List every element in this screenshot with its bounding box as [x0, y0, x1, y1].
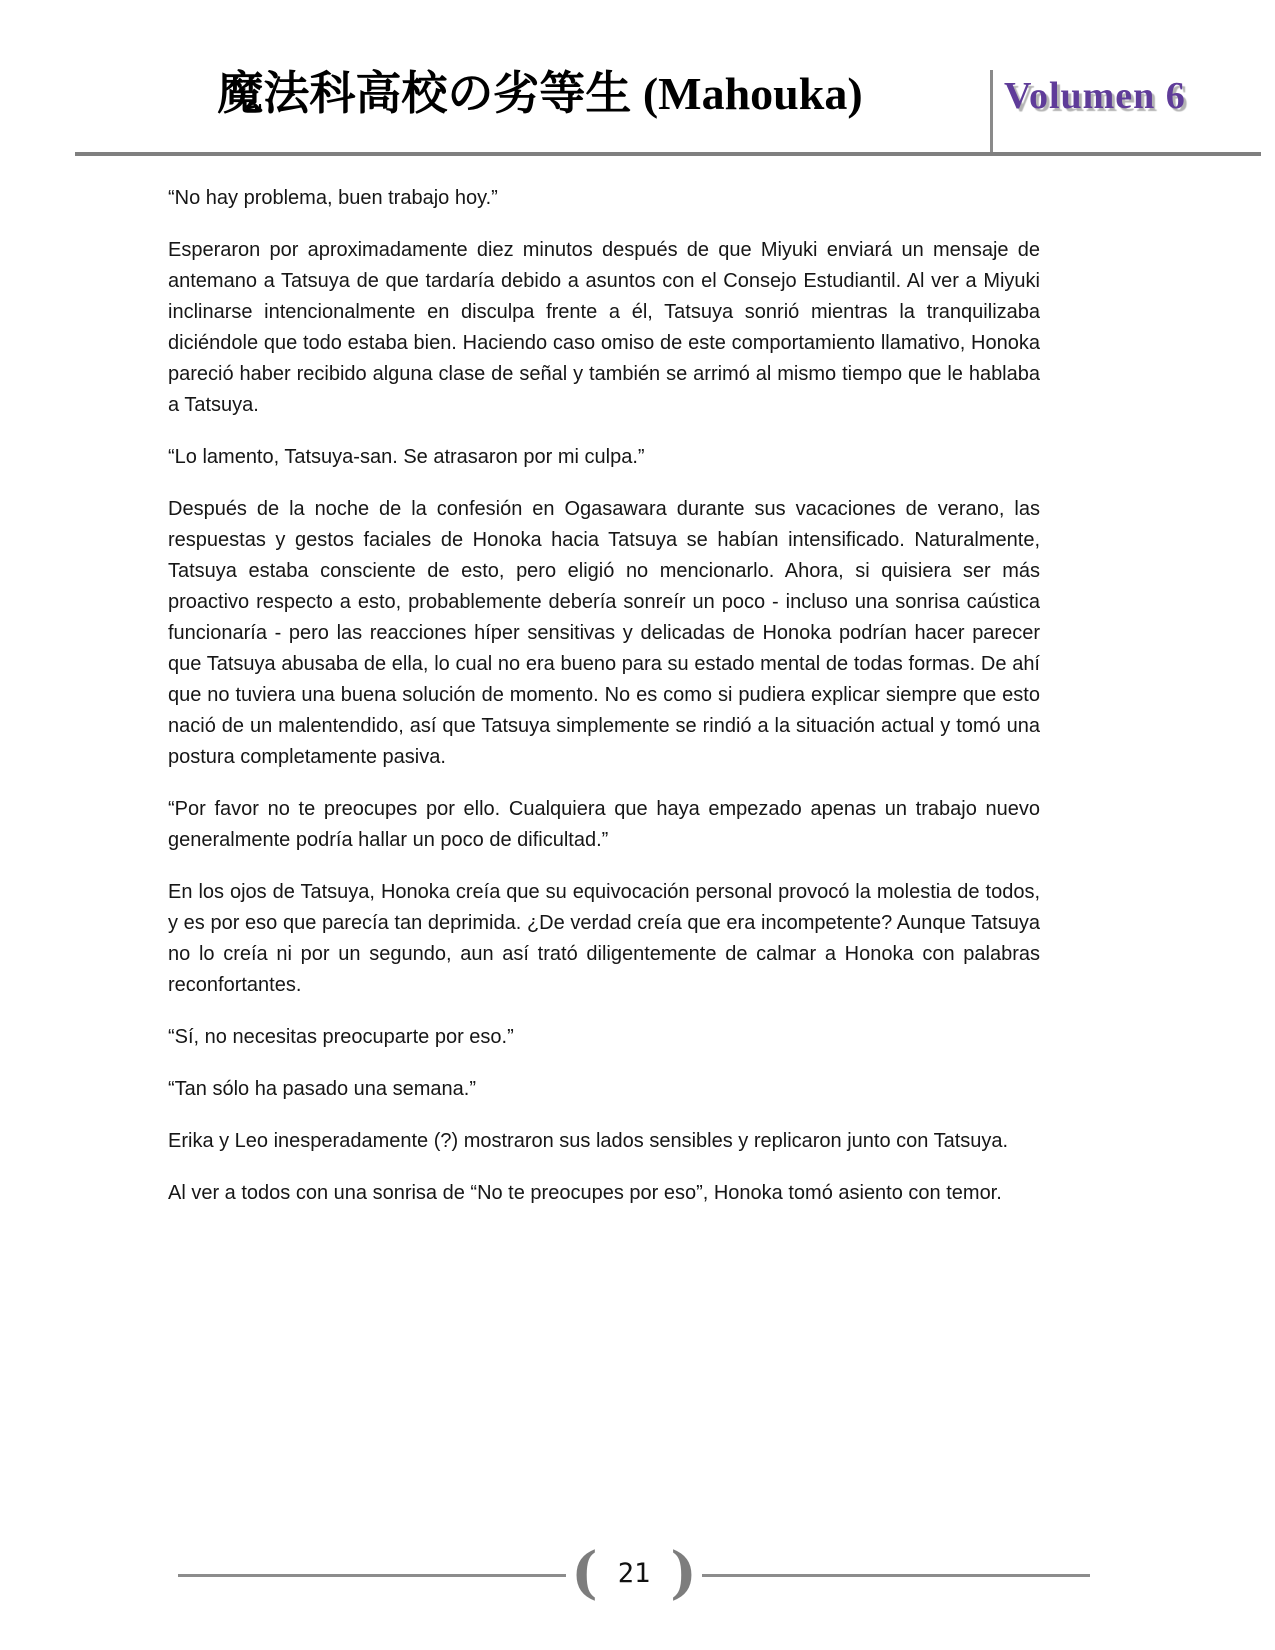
body-paragraph: Erika y Leo inesperadamente (?) mostraron sus lados sensibles y replicaron junto con Tatsuya.	[168, 1130, 1009, 1152]
novel-title: 魔法科高校の劣等生 (Mahouka)	[217, 68, 863, 119]
body-paragraph: “No hay problema, buen trabajo hoy.”	[168, 187, 498, 209]
header-rule	[75, 152, 1261, 156]
body-paragraph: “Tan sólo ha pasado una semana.”	[168, 1078, 476, 1100]
page-footer	[178, 1540, 1090, 1606]
page-number-bracket-right: )	[670, 1540, 697, 1606]
body-paragraph: “Por favor no te preocupes por ello. Cualquiera que haya empezado apenas un trabajo nuevo generalmente podría hallar un poco de dificultad.”	[168, 798, 1040, 851]
body-paragraph: Al ver a todos con una sonrisa de “No te preocupes por eso”, Honoka tomó asiento con temor.	[168, 1182, 1002, 1204]
volume-separator-line	[990, 70, 993, 155]
body-paragraph: “Lo lamento, Tatsuya-san. Se atrasaron por mi culpa.”	[168, 446, 645, 468]
body-paragraph: “Sí, no necesitas preocuparte por eso.”	[168, 1026, 514, 1048]
footer-rule-left	[178, 1574, 566, 1577]
body-paragraph: Esperaron por aproximadamente diez minutos después de que Miyuki enviará un mensaje de antemano a Tatsuya de que tardaría debido a asuntos con el Consejo Estudiantil. Al ver a Miyuki inclinarse intencionalmente en disculpa frente a él, Tatsuya sonrió mientras la tranquilizaba diciéndole que todo estaba bien. Haciendo caso omiso de este comportamiento llamativo, Honoka pareció haber recibido alguna clase de señal y también se arrimó al mismo tiempo que le hablaba a Tatsuya.	[168, 239, 1040, 416]
footer-rule-right	[702, 1574, 1090, 1577]
body-paragraph: Después de la noche de la confesión en Ogasawara durante sus vacaciones de verano, las respuestas y gestos faciales de Honoka hacia Tatsuya se habían intensificado. Naturalmente, Tatsuya estaba consciente de esto, pero eligió no mencionarlo. Ahora, si quisiera ser más proactivo respecto a esto, probablemente debería sonreír un poco - incluso una sonrisa caústica funcionaría - pero las reacciones híper sensitivas y delicadas de Honoka podrían hacer parecer que Tatsuya abusaba de ella, lo cual no era bueno para su estado mental de todas formas. De ahí que no tuviera una buena solución de momento. No es como si pudiera explicar siempre que esto nació de un malentendido, así que Tatsuya simplemente se rindió a la situación actual y tomó una postura completamente pasiva.	[168, 498, 1040, 768]
page-header	[0, 0, 1275, 157]
volume-label: Volumen 6	[1004, 75, 1186, 117]
body-paragraph: En los ojos de Tatsuya, Honoka creía que su equivocación personal provocó la molestia de todos, y es por eso que parecía tan deprimida. ¿De verdad creía que era incompetente? Aunque Tatsuya no lo creía ni por un segundo, aun así trató diligentemente de calmar a Honoka con palabras reconfortantes.	[168, 881, 1040, 996]
page-number: 21	[617, 1557, 651, 1589]
page-number-bracket-left: (	[571, 1540, 598, 1606]
page-body	[168, 157, 1040, 1230]
